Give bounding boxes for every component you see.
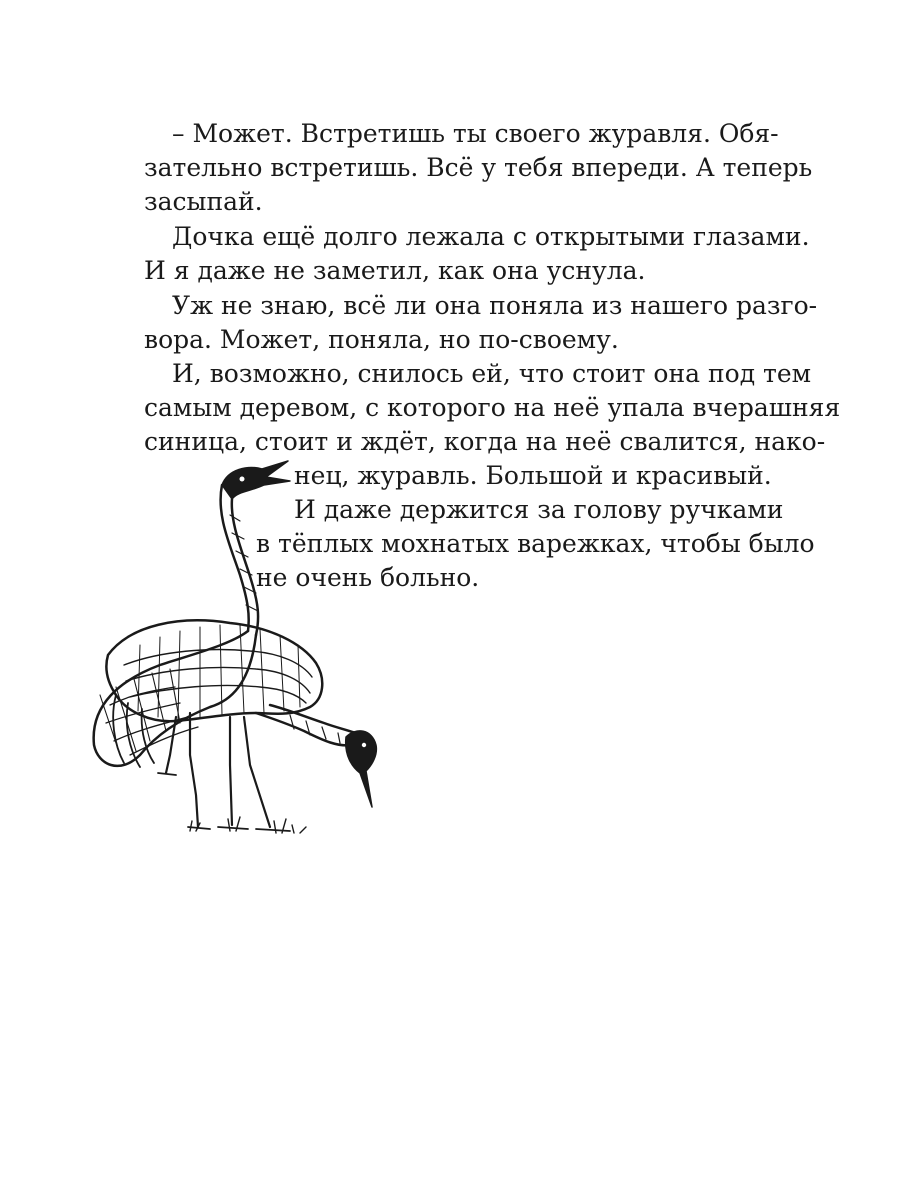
text-line: – Может. Встретишь ты своего журавля. Обя-	[172, 119, 779, 148]
text-line: Дочка ещё долго лежала с открытыми глазами.	[172, 222, 810, 251]
crane-head	[222, 461, 290, 499]
text-line: не очень больно.	[256, 563, 480, 592]
text-line: И, возможно, снилось ей, что стоит она под тем	[172, 359, 812, 388]
crane-leg	[166, 717, 176, 773]
crane-head	[346, 731, 377, 807]
text-line: зательно встретишь. Всё у тебя впереди. А теперь	[144, 153, 813, 182]
text-line: вора. Может, поняла, но по-своему.	[144, 325, 619, 354]
crane-leg	[230, 717, 232, 825]
text-line: нец, журавль. Большой и красивый.	[294, 461, 772, 490]
text-line: синица, стоит и ждёт, когда на неё свалится, нако-	[144, 427, 826, 456]
text-line: Уж не знаю, всё ли она поняла из нашего разго-	[172, 291, 818, 320]
text-line: засыпай.	[144, 187, 263, 216]
text-line: И даже держится за голову ручками	[294, 495, 784, 524]
cranes-illustration-icon	[80, 455, 380, 840]
text-line: в тёплых мохнатых варежках, чтобы было	[256, 529, 815, 558]
text-line: И я даже не заметил, как она уснула.	[144, 256, 646, 285]
crane-neck	[256, 713, 352, 745]
text-line: самым деревом, с которого на неё упала вчерашняя	[144, 393, 841, 422]
